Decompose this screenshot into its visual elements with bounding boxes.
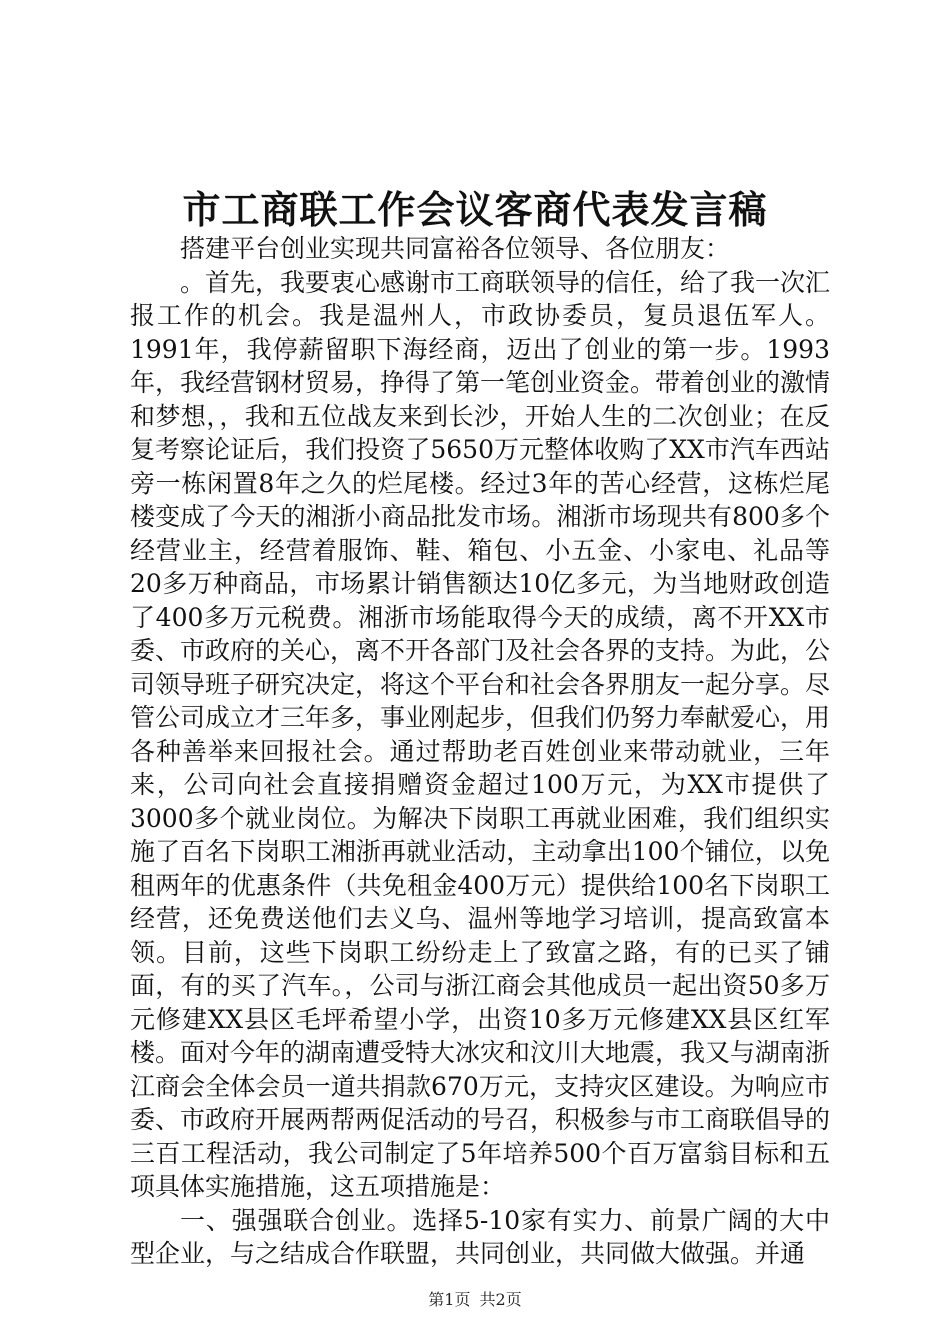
page-footer [0,1290,950,1310]
paragraph-main: 。首先，我要衷心感谢市工商联领导的信任，给了我一次汇报工作的机会。我是温州人，市政协委员，复员退伍军人。1991年，我停薪留职下海经商，迈出了创业的第一步。1993年，我经营钢材贸易，挣得了第一笔创业资金。带着创业的激情和梦想，，我和五位战友来到长沙，开始人生的二次创业；在反复考察论证后，我们投资了5650万元整体收购了XX市汽车西站旁一栋闲置8年之久的烂尾楼。经过3年的苦心经营，这栋烂尾楼变成了今天的湘浙小商品批发市场。湘浙市场现共有800多个经营业主，经营着服饰、鞋、箱包、小五金、小家电、礼品等20多万种商品，市场累计销售额达10亿多元，为当地财政创造了400多万元税费。湘浙市场能取得今天的成绩，离不开XX市委、市政府的关心，离不开各部门及社会各界的支持。为此，公司领导班子研究决定，将这个平台和社会各界朋友一起分享。尽管公司成立才三年多，事业刚起步，但我们仍努力奉献爱心，用各种善举来回报社会。通过帮助老百姓创业来带动就业，三年来，公司向社会直接捐赠资金超过100万元，为XX市提供了3000多个就业岗位。为解决下岗职工再就业困难，我们组织实施了百名下岗职工湘浙再就业活动，主动拿出100个铺位，以免租两年的优惠条件（共免租金400万元）提供给100名下岗职工经营，还免费送他们去义乌、温州等地学习培训，提高致富本领。目前，这些下岗职工纷纷走上了致富之路，有的已买了铺面，有的买了汽车。，公司与浙江商会其他成员一起出资50多万元修建XX县区毛坪希望小学，出资10多万元修建XX县区红军楼。面对今年的湖南遭受特大冰灾和汶川大地震，我又与湖南浙江商会全体会员一道共捐款670万元，支持灾区建设。为响应市委、市政府开展两帮两促活动的号召，积极参与市工商联倡导的三百工程活动，我公司制定了5年培养500个百万富翁目标和五项具体实施措施，这五项措施是： [130,267,831,1201]
document-body [130,232,830,1271]
document-title: 市工商联工作会议客商代表发言稿 [182,187,768,232]
paragraph-greeting: 搭建平台创业实现共同富裕各位领导、各位朋友： [180,234,731,263]
page-number-total: 共2页 [479,1290,522,1309]
paragraph-measure-one: 一、强强联合创业。选择5-10家有实力、前景广阔的大中型企业，与之结成合作联盟，共同创业，共同做大做强。并通 [130,1205,830,1268]
page-number-current: 第1页 [428,1290,471,1309]
